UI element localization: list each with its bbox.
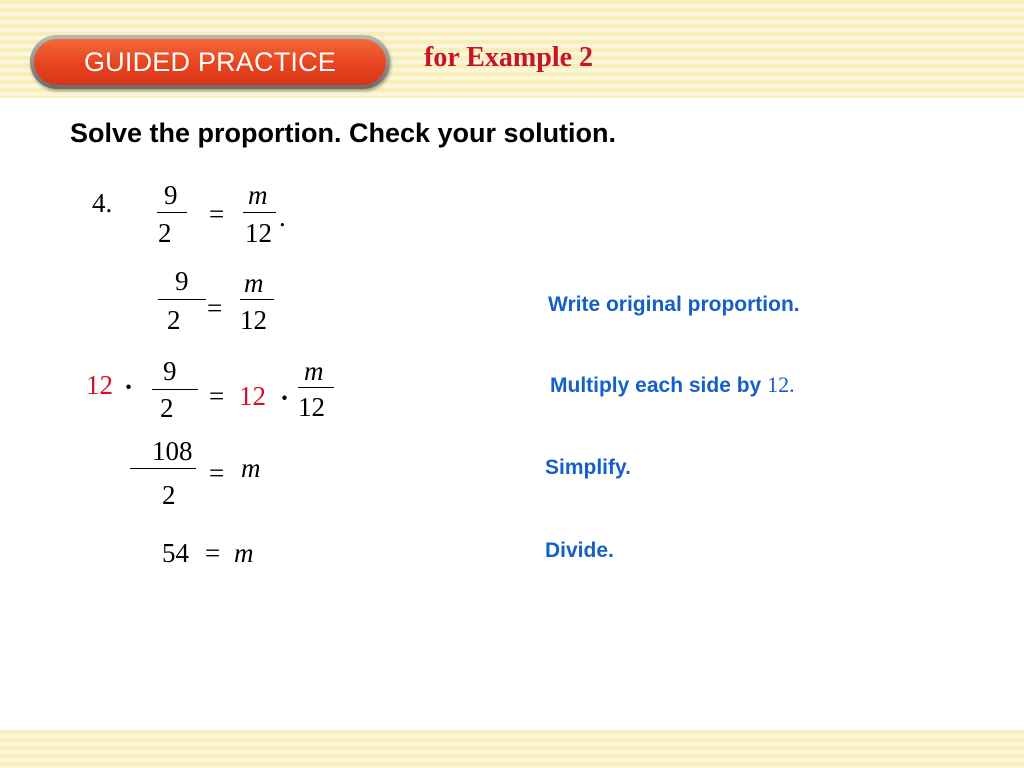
badge-label: GUIDED PRACTICE	[34, 39, 386, 85]
footer-band	[0, 730, 1024, 768]
step-3-right: m	[241, 453, 261, 483]
step-2-dot-right: ·	[280, 383, 290, 413]
step-1-right-denominator: 12	[240, 305, 267, 335]
problem-number: 4.	[92, 188, 113, 218]
guided-practice-badge	[30, 35, 390, 89]
problem-left-denominator: 2	[158, 218, 172, 248]
instruction-text: Solve the proportion. Check your solution.	[70, 118, 617, 148]
step-1-equals: =	[207, 293, 223, 323]
step-1-right-fraction-bar	[240, 299, 274, 300]
step-2-right-fraction-bar	[298, 387, 334, 388]
step-2-left-denominator: 2	[160, 393, 174, 423]
step-4-left: 54	[162, 538, 189, 568]
step-2-multiplier-left: 12	[86, 370, 113, 400]
step-3-left-numerator: 108	[152, 436, 193, 466]
step-4-right: m	[234, 538, 254, 568]
step-2-multiplier-right: 12	[239, 381, 266, 411]
step-2-note-value: 12.	[767, 372, 795, 397]
step-2-right-denominator: 12	[298, 392, 325, 422]
step-2-left-numerator: 9	[163, 356, 177, 386]
step-4-equals: =	[205, 538, 221, 568]
problem-left-fraction-bar	[157, 212, 187, 213]
problem-right-numerator: m	[248, 180, 268, 210]
step-3-equals: =	[209, 458, 225, 488]
step-2-dot-left: ·	[124, 372, 134, 402]
step-2-right-numerator: m	[304, 356, 324, 386]
example-subtitle: for Example 2	[424, 42, 594, 73]
step-1-left-denominator: 2	[167, 305, 181, 335]
step-3-note: Simplify.	[545, 456, 631, 479]
problem-right-fraction-bar	[243, 212, 276, 213]
step-1-left-numerator: 9	[175, 266, 189, 296]
step-1-left-fraction-bar	[158, 299, 206, 300]
step-3-left-fraction-bar	[130, 468, 196, 469]
problem-equals: =	[209, 199, 225, 229]
step-2-left-fraction-bar	[152, 389, 198, 390]
problem-right-denominator: 12	[245, 218, 272, 248]
step-1-note: Write original proportion.	[548, 293, 800, 316]
step-2-equals: =	[209, 381, 225, 411]
problem-left-numerator: 9	[164, 180, 178, 210]
step-1-right-numerator: m	[244, 268, 264, 298]
step-3-left-denominator: 2	[162, 480, 176, 510]
step-2-note	[550, 372, 795, 398]
step-2-note-text: Multiply each side by	[550, 374, 768, 397]
problem-end-period: .	[279, 202, 286, 232]
step-4-note: Divide.	[545, 539, 614, 562]
